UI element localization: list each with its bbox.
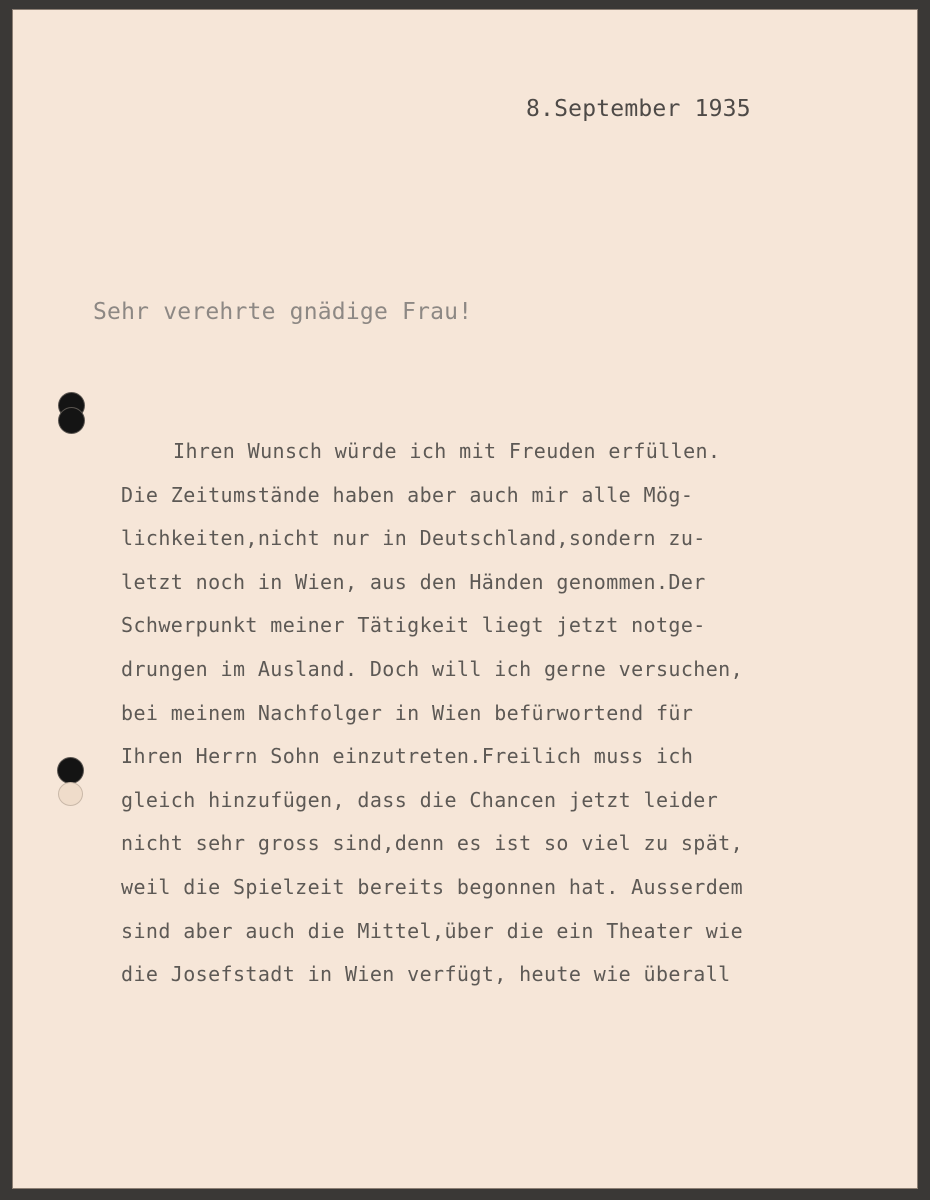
body-line: drungen im Ausland. Doch will ich gerne versuchen, <box>121 656 744 681</box>
body-line: sind aber auch die Mittel,über die ein Theater wie <box>121 918 744 943</box>
body-line: letzt noch in Wien, aus den Händen genommen.Der <box>121 569 706 594</box>
punch-hole <box>59 408 84 433</box>
body-line: Die Zeitumstände haben aber auch mir alle Mög- <box>121 482 694 507</box>
punch-hole <box>58 758 83 783</box>
body-line: weil die Spielzeit bereits begonnen hat. Ausserdem <box>121 874 744 899</box>
body-line: bei meinem Nachfolger in Wien befürwortend für <box>121 700 694 725</box>
body-line: Ihren Herrn Sohn einzutreten.Freilich muss ich <box>121 744 694 769</box>
letter-salutation: Sehr verehrte gnädige Frau! <box>93 299 473 325</box>
body-line: die Josefstadt in Wien verfügt, heute wie überall <box>121 962 731 987</box>
body-line: gleich hinzufügen, dass die Chancen jetzt leider <box>121 787 719 812</box>
letter-body <box>121 430 891 997</box>
punch-hole-imprint <box>58 782 83 806</box>
body-line: Ihren Wunsch würde ich mit Freuden erfüllen. <box>173 439 721 463</box>
body-line: Schwerpunkt meiner Tätigkeit liegt jetzt notge- <box>121 613 706 638</box>
body-line: nicht sehr gross sind,denn es ist so viel zu spät, <box>121 831 744 856</box>
body-line: lichkeiten,nicht nur in Deutschland,sondern zu- <box>121 526 706 551</box>
letter-page <box>12 9 918 1189</box>
letter-date: 8.September 1935 <box>526 96 751 122</box>
